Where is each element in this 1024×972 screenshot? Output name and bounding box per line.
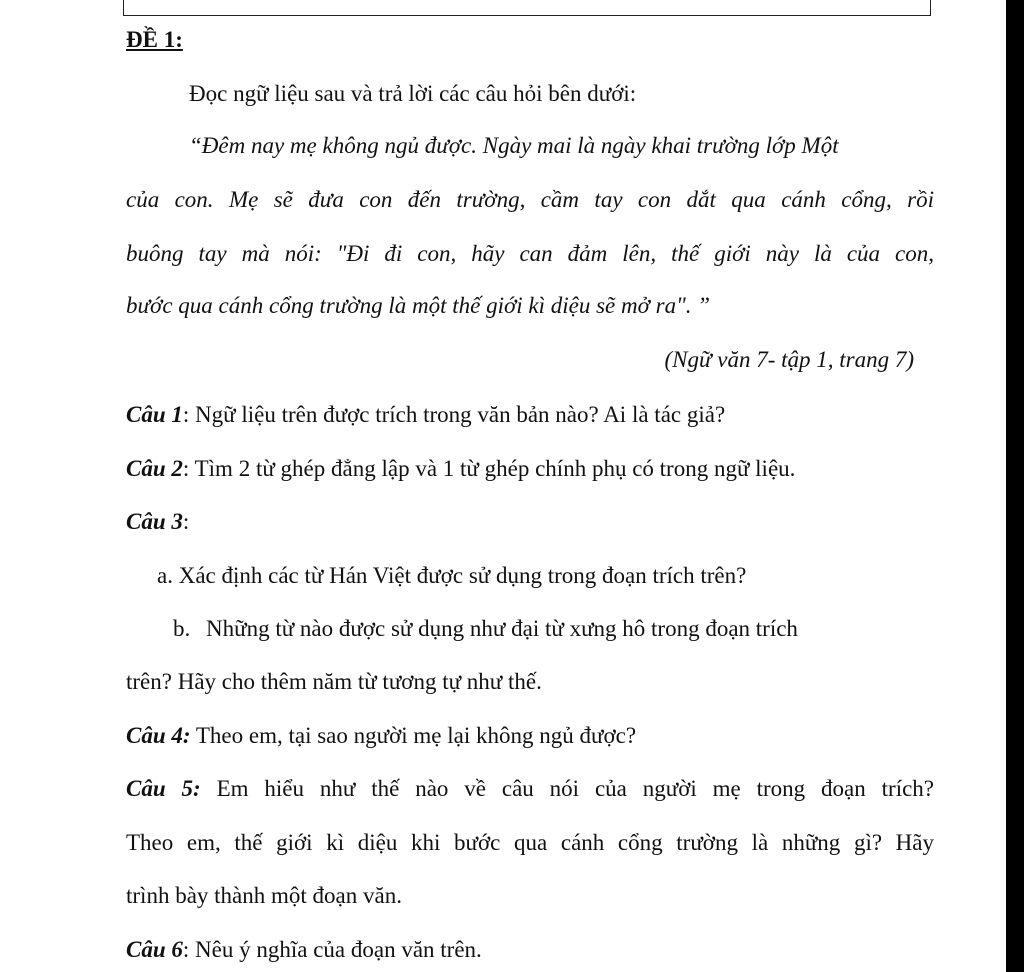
question-6-text: : Nêu ý nghĩa của đoạn văn trên. — [182, 937, 482, 962]
question-5-line-1 — [126, 775, 934, 803]
question-3-label: Câu 3 — [126, 509, 183, 534]
question-4 — [126, 722, 636, 750]
question-2 — [126, 455, 795, 483]
question-5-line-3: trình bày thành một đoạn văn. — [126, 883, 402, 908]
question-2-label: Câu 2 — [126, 456, 183, 481]
question-3a: a. Xác định các từ Hán Việt được sử dụng trong đoạn trích trên? — [157, 563, 747, 588]
top-border-box — [123, 0, 931, 16]
question-1-label: Câu 1 — [126, 402, 183, 427]
exam-title: ĐỀ 1: — [126, 27, 183, 52]
question-6 — [126, 936, 482, 964]
instruction: Đọc ngữ liệu sau và trả lời các câu hỏi bên dưới: — [189, 81, 637, 106]
question-5-label: Câu 5: — [126, 776, 201, 801]
passage-line-2: của con. Mẹ sẽ đưa con đến trường, cầm tay con dắt qua cánh cổng, rồi — [126, 187, 934, 212]
question-5-line-2: Theo em, thế giới kì diệu khi bước qua cánh cổng trường là những gì? Hãy — [126, 830, 934, 855]
passage-line-1: “Đêm nay mẹ không ngủ được. Ngày mai là ngày khai trường lớp Một — [189, 133, 839, 158]
passage-line-3: buông tay mà nói: "Đi đi con, hãy can đảm lên, thế giới này là của con, — [126, 241, 934, 266]
question-3-text: : — [182, 509, 190, 534]
question-6-label: Câu 6 — [126, 937, 183, 962]
passage-line-4: bước qua cánh cổng trường là một thế giới kì diệu sẽ mở ra". ” — [126, 293, 711, 318]
question-3b-line-2: trên? Hãy cho thêm năm từ tương tự như thế. — [126, 669, 542, 694]
question-3b-text: Những từ nào được sử dụng như đại từ xưng hô trong đoạn trích — [206, 616, 798, 641]
question-2-text: : Tìm 2 từ ghép đẳng lập và 1 từ ghép chính phụ có trong ngữ liệu. — [182, 456, 796, 481]
question-3b-marker: b. — [173, 616, 191, 641]
question-4-text: Theo em, tại sao người mẹ lại không ngủ được? — [190, 723, 637, 748]
question-3 — [126, 508, 189, 536]
question-1-text: : Ngữ liệu trên được trích trong văn bản nào? Ai là tác giả? — [182, 402, 726, 427]
question-3b-line-1 — [173, 615, 798, 643]
question-4-label: Câu 4: — [126, 723, 191, 748]
passage-source: (Ngữ văn 7- tập 1, trang 7) — [664, 347, 914, 372]
question-1 — [126, 401, 725, 429]
question-5-text-1: Em hiểu như thế nào về câu nói của người mẹ trong đoạn trích? — [200, 776, 935, 801]
